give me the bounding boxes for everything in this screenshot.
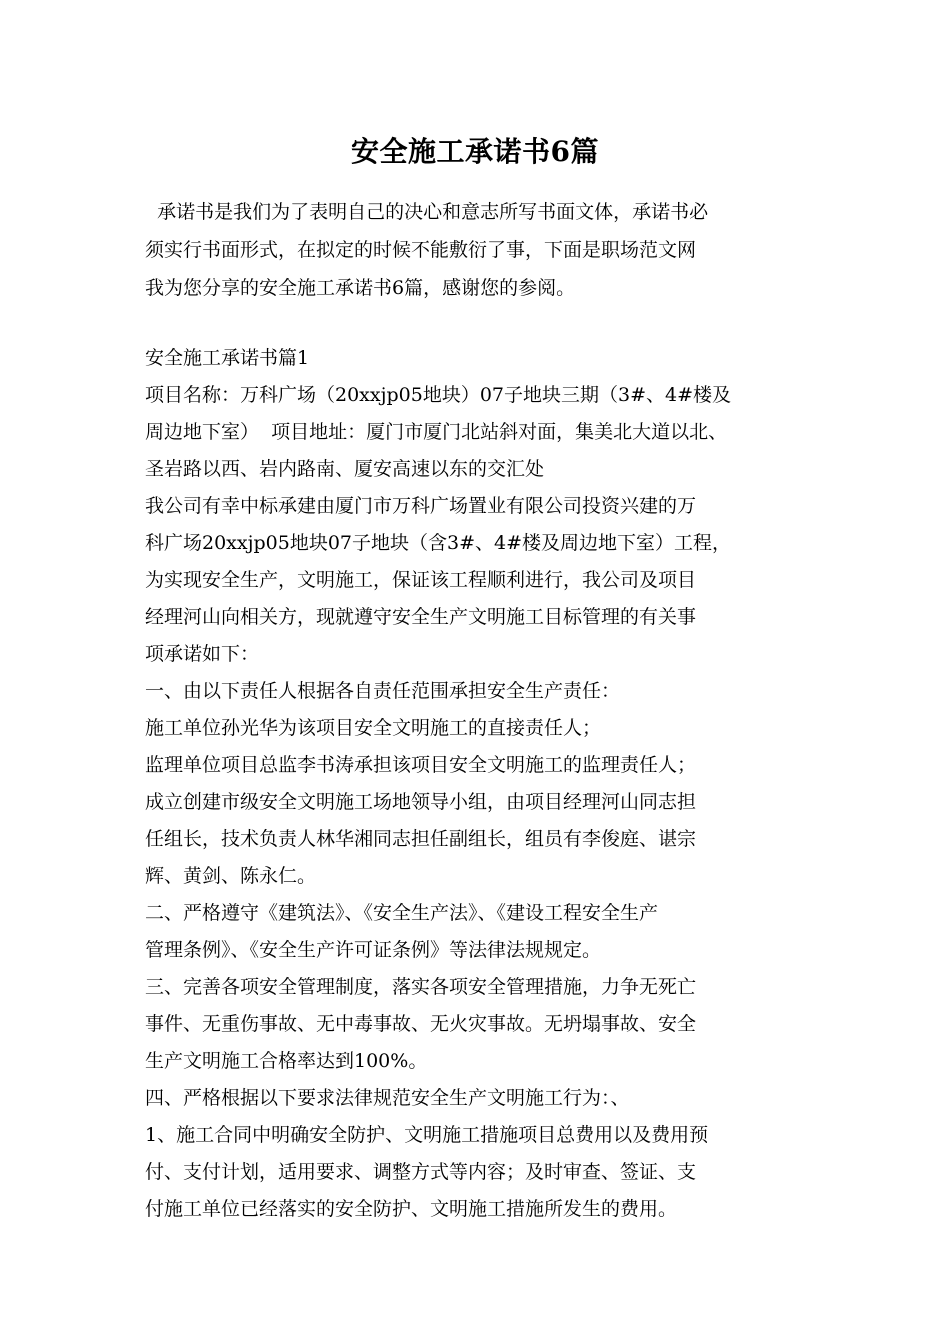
body-line: 辉、黄剑、陈永仁。 (145, 865, 317, 887)
body-line: 任组长，技术负责人林华湘同志担任副组长，组员有李俊庭、谌宗 (145, 828, 697, 850)
body-line: 付、支付计划，适用要求、调整方式等内容；及时审查、签证、支 (145, 1161, 697, 1183)
body-line: 一、由以下责任人根据各自责任范围承担安全生产责任： (145, 680, 621, 702)
body-line: 我公司有幸中标承建由厦门市万科广场置业有限公司投资兴建的万 (145, 495, 697, 517)
body-line: 科广场20xxjp05地块07子地块（含3#、4#楼及周边地下室）工程， (145, 532, 732, 554)
body-line: 二、严格遵守《建筑法》、《安全生产法》、《建设工程安全生产 (145, 902, 659, 924)
body-line: 项承诺如下： (145, 643, 260, 665)
section-heading: 安全施工承诺书篇1 (145, 347, 310, 369)
body-line: 成立创建市级安全文明施工场地领导小组，由项目经理河山同志担 (145, 791, 697, 813)
intro-line: 我为您分享的安全施工承诺书6篇，感谢您的参阅。 (145, 277, 576, 299)
intro-paragraph (145, 193, 815, 307)
body-line: 圣岩路以西、岩内路南、厦安高速以东的交汇处 (145, 458, 545, 480)
body-line: 三、完善各项安全管理制度，落实各项安全管理措施，力争无死亡 (145, 976, 697, 998)
intro-line: 承诺书是我们为了表明自己的决心和意志所写书面文体，承诺书必 (145, 201, 709, 223)
body-line: 经理河山向相关方，现就遵守安全生产文明施工目标管理的有关事 (145, 606, 697, 628)
body-line: 周边地下室） 项目地址：厦门市厦门北站斜对面，集美北大道以北、 (145, 421, 728, 443)
body-line: 为实现安全生产，文明施工，保证该工程顺利进行，我公司及项目 (145, 569, 697, 591)
body-line: 施工单位孙光华为该项目安全文明施工的直接责任人； (145, 717, 602, 739)
body-line: 付施工单位已经落实的安全防护、文明施工措施所发生的费用。 (145, 1198, 678, 1220)
body-line: 项目名称：万科广场（20xxjp05地块）07子地块三期（3#、4#楼及 (145, 384, 732, 406)
body-line: 管理条例》、《安全生产许可证条例》等法律法规规定。 (145, 939, 602, 961)
intro-line: 须实行书面形式，在拟定的时候不能敷衍了事，下面是职场范文网 (145, 239, 697, 261)
body-line: 监理单位项目总监李书涛承担该项目安全文明施工的监理责任人； (145, 754, 697, 776)
document-body (145, 340, 815, 1228)
body-line: 生产文明施工合格率达到100%。 (145, 1050, 428, 1072)
body-line: 四、严格根据以下要求法律规范安全生产文明施工行为：、 (145, 1087, 630, 1109)
body-line: 1、施工合同中明确安全防护、文明施工措施项目总费用以及费用预 (145, 1124, 709, 1146)
document-title: 安全施工承诺书6篇 (351, 135, 599, 168)
body-line: 事件、无重伤事故、无中毒事故、无火灾事故。无坍塌事故、安全 (145, 1013, 697, 1035)
